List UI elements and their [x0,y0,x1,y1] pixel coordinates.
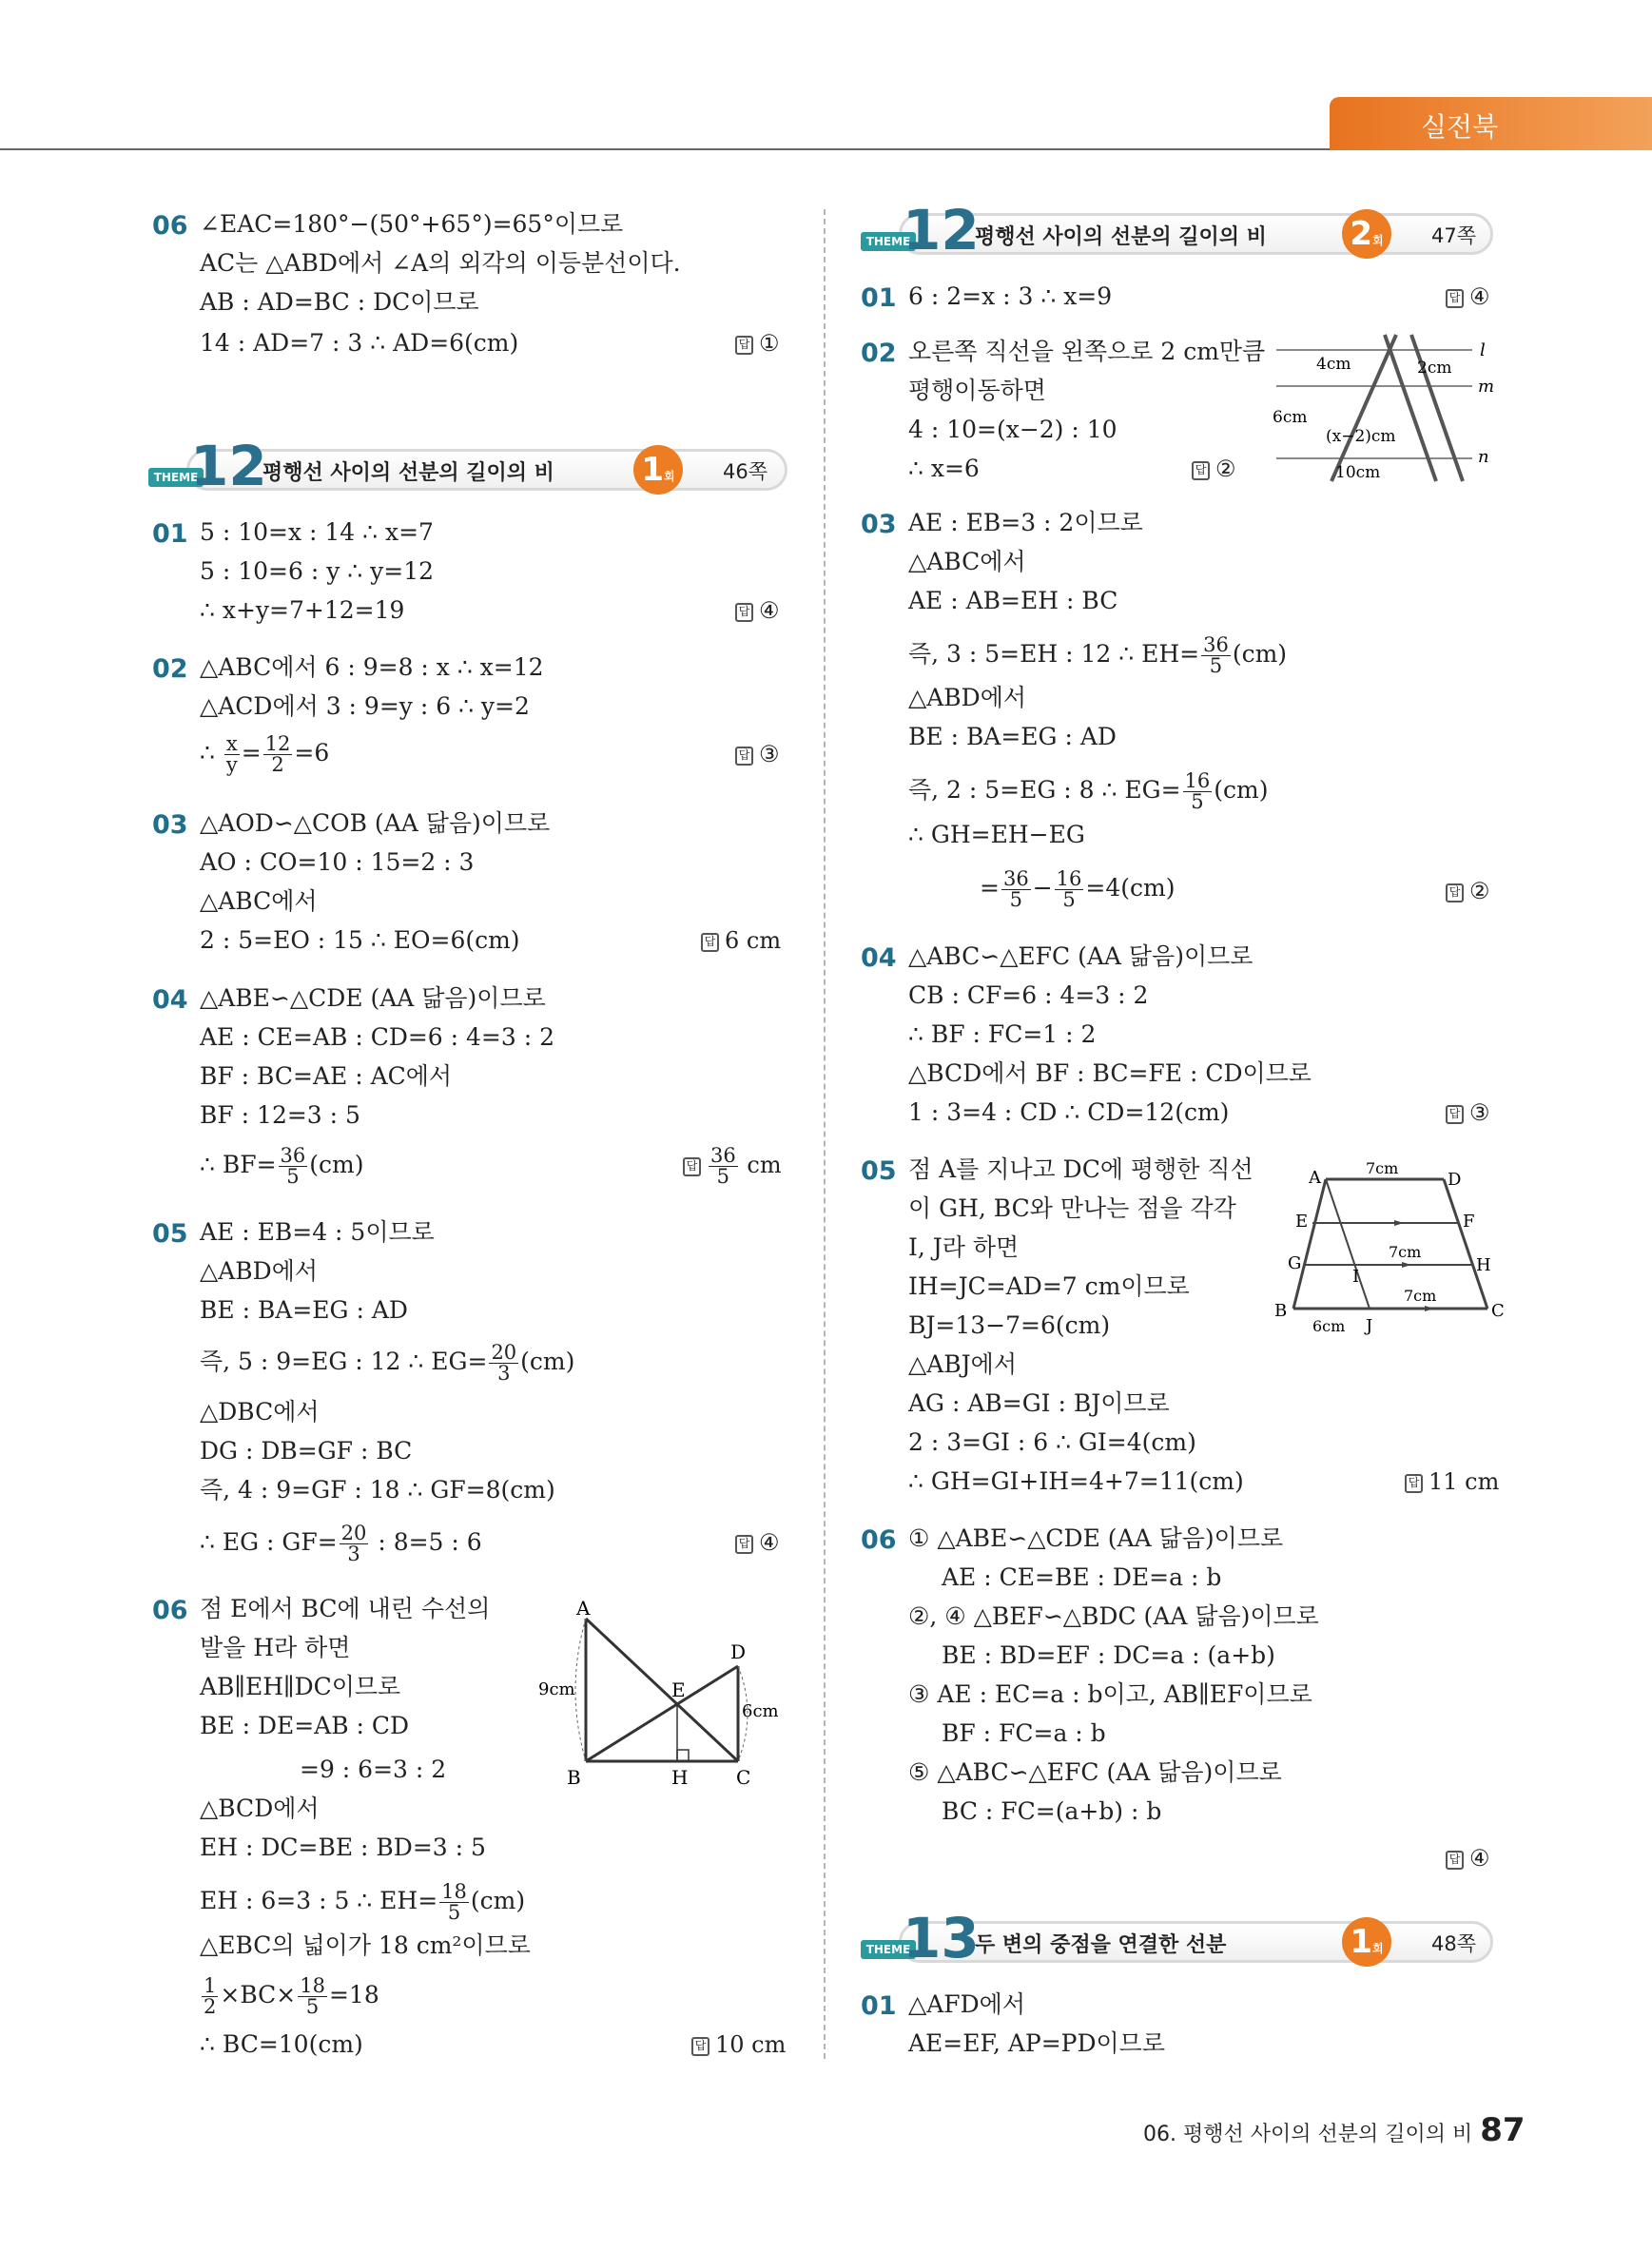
solution-line: AE : CE=AB : CD=6 : 4=3 : 2 [200,1023,555,1051]
solution-line: 5 : 10=6 : y ∴ y=12 [200,557,435,585]
page-ref: 46쪽 [723,460,768,483]
solution-line: 이 GH, BC와 만나는 점을 각각 [908,1194,1236,1222]
section-tab-label: 실전북 [1421,111,1499,143]
solution-line: ∴ GH=GI+IH=4+7=11(cm) [908,1467,1244,1495]
solution-line: ②, ④ △BEF∽△BDC (AA 닮음)이므로 [908,1602,1319,1630]
solution-line: = $\frac{36}{5}$ − $\frac{16}{5}$ =4(cm) [980,867,1176,911]
line-label: n [1478,447,1489,467]
solution-line: ∴ BF : FC=1 : 2 [908,1020,1097,1048]
solution-line: BE : BA=EG : AD [200,1296,408,1324]
point-label: B [567,1766,581,1789]
trapezoid-figure [1274,1155,1503,1345]
point-label: B [1274,1301,1288,1321]
answer: 답 ④ [735,1527,780,1558]
fraction: $\frac{36}{5}$ [280,1144,306,1188]
point-label: E [671,1679,686,1701]
solution-line: △EBC의 넓이가 18 cm²이므로 [200,1931,531,1959]
answer-box-icon: 답 [735,747,753,766]
length-label: 9cm [538,1679,575,1699]
solution-line: DG : DB=GF : BC [200,1437,413,1465]
point-label: D [730,1640,747,1663]
solution-line: 즉, 5 : 9=EG : 12 ∴ EG= $\frac{20}{3}$ (cm) [200,1341,575,1385]
solution-line: =9 : 6=3 : 2 [300,1756,447,1783]
solution-line: 오른쪽 직선을 왼쪽으로 2 cm만큼 [908,338,1266,365]
solution-line: △ABE∽△CDE (AA 닮음)이므로 [200,984,546,1012]
answer: 답 6 cm [701,925,781,956]
solution-line: EH : 6=3 : 5 ∴ EH= $\frac{18}{5}$ (cm) [200,1880,526,1924]
solution-line: 즉, 4 : 9=GF : 18 ∴ GF=8(cm) [200,1476,555,1504]
solution-line: ∠EAC=180°−(50°+65°)=65°이므로 [200,210,624,238]
theme-banner [861,1906,1493,1970]
solution-line: BE : DE=AB : CD [200,1712,410,1739]
fraction: $\frac{1}{2}$ [204,1974,217,2018]
theme-label: THEME [861,1940,916,1959]
answer-box-icon: 답 [735,336,753,355]
solution-line: △ABC에서 [200,887,318,915]
question-number: 04 [861,943,897,973]
point-label: C [736,1766,751,1789]
solution-line: △ABC에서 6 : 9=8 : x ∴ x=12 [200,653,544,681]
point-label: D [1448,1170,1462,1190]
footer-chapter: 06. 평행선 사이의 선분의 길이의 비 [1143,2123,1473,2146]
answer: 답 ④ [735,595,780,626]
answer-box-icon: 답 [1446,289,1464,308]
answer-box-icon: 답 [1405,1474,1423,1493]
solution-line: I, J라 하면 [908,1233,1020,1261]
length-label: 7cm [1404,1287,1437,1305]
answer-box-icon: 답 [691,2037,709,2056]
question-number: 01 [861,283,897,313]
solution-line: $\frac{1}{2}$ ×BC× $\frac{18}{5}$ =18 [204,1974,379,2018]
solution-line: AB∥EH∥DC이므로 [200,1673,401,1700]
theme-title: 평행선 사이의 선분의 길이의 비 [262,461,554,485]
question-number: 04 [152,985,188,1015]
question-number: 06 [152,211,188,241]
point-label: A [576,1597,591,1620]
round-badge: 1회 [633,445,683,495]
answer: 답 ② [1446,876,1490,906]
question-number: 03 [152,810,188,840]
fraction: $\frac{20}{3}$ [340,1522,367,1565]
question-number: 02 [152,654,188,684]
solution-line: IH=JC=AD=7 cm이므로 [908,1272,1190,1300]
length-label: 4cm [1316,355,1351,374]
solution-line: ∴ EG : GF= $\frac{20}{3}$ : 8=5 : 6 [200,1522,482,1565]
solution-line: 6 : 2=x : 3 ∴ x=9 [908,282,1113,310]
solution-line: 즉, 2 : 5=EG : 8 ∴ EG= $\frac{16}{5}$ (cm) [908,769,1269,813]
page-number: 87 [1480,2111,1526,2149]
fraction: $\frac{x}{y}$ [225,732,238,776]
solution-line: AE=EF, AP=PD이므로 [908,2029,1165,2057]
answer: 답 ① [735,328,780,359]
fraction: $\frac{16}{5}$ [1056,867,1082,911]
solution-line: BF : BC=AE : AC에서 [200,1062,453,1090]
solution-line: AE : CE=BE : DE=a : b [942,1563,1222,1591]
solution-line: ∴ $\frac{x}{y}$ = $\frac{12}{2}$ =6 [200,732,330,776]
question-number: 01 [861,1991,897,2021]
answer: 답 11 cm [1405,1466,1499,1497]
answer: 답 ④ [1446,281,1490,312]
question-number: 05 [152,1219,188,1249]
question-number: 05 [861,1156,897,1186]
answer: 답 ③ [1446,1097,1490,1128]
theme-label: THEME [861,232,916,251]
point-label: F [1463,1212,1475,1232]
solution-line: ⑤ △ABC∽△EFC (AA 닮음)이므로 [908,1758,1282,1786]
fraction: $\frac{20}{3}$ [491,1341,517,1385]
question-number: 03 [861,510,897,539]
length-label: 6cm [742,1701,779,1721]
line-label: l [1480,340,1486,360]
solution-line: AG : AB=GI : BJ이므로 [908,1389,1170,1417]
solution-line: BC : FC=(a+b) : b [942,1797,1162,1825]
answer: 답 10 cm [691,2029,786,2060]
page-ref: 47쪽 [1431,224,1477,247]
length-label: (x−2)cm [1326,427,1396,446]
solution-line: EH : DC=BE : BD=3 : 5 [200,1834,486,1861]
solution-line: BJ=13−7=6(cm) [908,1311,1111,1339]
solution-line: ∴ BC=10(cm) [200,2030,363,2058]
solution-line: BF : 12=3 : 5 [200,1101,360,1129]
solution-line: 5 : 10=x : 14 ∴ x=7 [200,518,434,546]
answer: 답 $\frac{36}{5}$ cm [683,1146,782,1187]
solution-line: 2 : 5=EO : 15 ∴ EO=6(cm) [200,926,520,954]
solution-line: 점 E에서 BC에 내린 수선의 [200,1595,491,1622]
fraction: $\frac{18}{5}$ [300,1974,325,2018]
fraction: $\frac{16}{5}$ [1184,769,1211,813]
solution-line: ∴ GH=EH−EG [908,821,1085,848]
answer-box-icon: 답 [701,933,719,952]
round-badge: 2회 [1342,209,1391,259]
answer: 답 ④ [1446,1843,1490,1873]
theme-label: THEME [148,468,204,487]
theme-number: 12 [903,198,980,262]
fraction: $\frac{18}{5}$ [441,1880,467,1924]
solution-line: 즉, 3 : 5=EH : 12 ∴ EH= $\frac{36}{5}$ (cm) [908,633,1288,677]
solution-line: △DBC에서 [200,1398,320,1426]
length-label: 7cm [1389,1243,1422,1261]
section-tab [1330,97,1652,150]
solution-line: BF : FC=a : b [942,1719,1106,1747]
solution-line: 2 : 3=GI : 6 ∴ GI=4(cm) [908,1428,1196,1456]
parallel-lines-figure [1265,329,1503,491]
solution-line: △ABC∽△EFC (AA 닮음)이므로 [908,942,1254,970]
solution-line: △ABJ에서 [908,1350,1017,1378]
triangle-figure [533,1598,799,1788]
solution-line: 점 A를 지나고 DC에 평행한 직선 [908,1155,1254,1183]
solution-line: AE : EB=4 : 5이므로 [200,1218,435,1246]
solution-line: △AFD에서 [908,1990,1025,2018]
solution-line: ① △ABE∽△CDE (AA 닮음)이므로 [908,1524,1284,1552]
solution-line: CB : CF=6 : 4=3 : 2 [908,981,1149,1009]
solution-line: BE : BA=EG : AD [908,723,1117,750]
solution-line: △BCD에서 [200,1795,320,1822]
solution-line: ∴ BF= $\frac{36}{5}$ (cm) [200,1144,364,1188]
answer-box-icon: 답 [1446,1851,1464,1870]
solution-line: ∴ x=6 [908,455,980,482]
line-label: m [1478,377,1495,397]
solution-line: ∴ x+y=7+12=19 [200,596,405,624]
fraction: $\frac{36}{5}$ [710,1144,736,1188]
theme-banner [861,198,1493,262]
point-label: J [1366,1316,1373,1336]
answer-box-icon: 답 [683,1157,701,1176]
question-number: 02 [861,339,897,368]
question-number: 06 [152,1596,188,1625]
fraction: $\frac{36}{5}$ [1002,867,1029,911]
round-badge: 1회 [1342,1917,1391,1967]
page-footer [1143,2111,1526,2149]
solution-line: △BCD에서 BF : BC=FE : CD이므로 [908,1059,1312,1087]
theme-banner [148,434,787,498]
solution-line: 4 : 10=(x−2) : 10 [908,416,1118,443]
solution-line: △ABC에서 [908,548,1026,575]
theme-number: 12 [190,434,267,498]
page-ref: 48쪽 [1431,1932,1477,1955]
solution-line: AB : AD=BC : DC이므로 [200,288,479,316]
solution-line: AE : EB=3 : 2이므로 [908,509,1143,536]
theme-title: 두 변의 중점을 연결한 선분 [975,1933,1227,1957]
answer-box-icon: 답 [1192,461,1210,480]
theme-number: 13 [903,1906,980,1970]
column-divider [824,209,826,2059]
length-label: 7cm [1366,1159,1399,1177]
solution-line: AE : AB=EH : BC [908,587,1118,614]
solution-line: △ABD에서 [200,1257,318,1285]
solution-line: ③ AE : EC=a : b이고, AB∥EF이므로 [908,1680,1312,1708]
theme-title: 평행선 사이의 선분의 길이의 비 [975,225,1267,249]
solution-line: △ABD에서 [908,684,1026,711]
length-label: 2cm [1417,359,1452,378]
answer: 답 ③ [735,739,780,769]
point-label: I [1352,1267,1360,1287]
answer-box-icon: 답 [735,1535,753,1554]
solution-line: △AOD∽△COB (AA 닮음)이므로 [200,809,551,837]
point-label: C [1491,1301,1505,1321]
answer-box-icon: 답 [1446,883,1464,902]
solution-line: 발을 H라 하면 [200,1634,351,1661]
solution-line: AC는 △ABD에서 ∠A의 외각의 이등분선이다. [200,249,681,277]
answer: 답 ② [1192,454,1236,484]
length-label: 6cm [1273,408,1308,427]
solution-line: 평행이동하면 [908,377,1046,404]
solution-line: 1 : 3=4 : CD ∴ CD=12(cm) [908,1098,1230,1126]
point-label: H [671,1766,689,1789]
solution-line: 14 : AD=7 : 3 ∴ AD=6(cm) [200,329,519,357]
answer-box-icon: 답 [1446,1105,1464,1124]
fraction: $\frac{12}{2}$ [264,732,291,776]
length-label: 10cm [1335,463,1381,482]
question-number: 01 [152,519,188,549]
length-label: 6cm [1312,1317,1346,1335]
fraction: $\frac{36}{5}$ [1203,633,1229,677]
solution-line: AO : CO=10 : 15=2 : 3 [200,848,475,876]
point-label: E [1295,1212,1309,1232]
solution-line: △ACD에서 3 : 9=y : 6 ∴ y=2 [200,692,530,720]
answer-box-icon: 답 [735,603,753,622]
question-number: 06 [861,1525,897,1555]
point-label: A [1309,1168,1321,1188]
solution-line: BE : BD=EF : DC=a : (a+b) [942,1641,1275,1669]
point-label: G [1288,1253,1302,1273]
point-label: H [1476,1255,1491,1275]
